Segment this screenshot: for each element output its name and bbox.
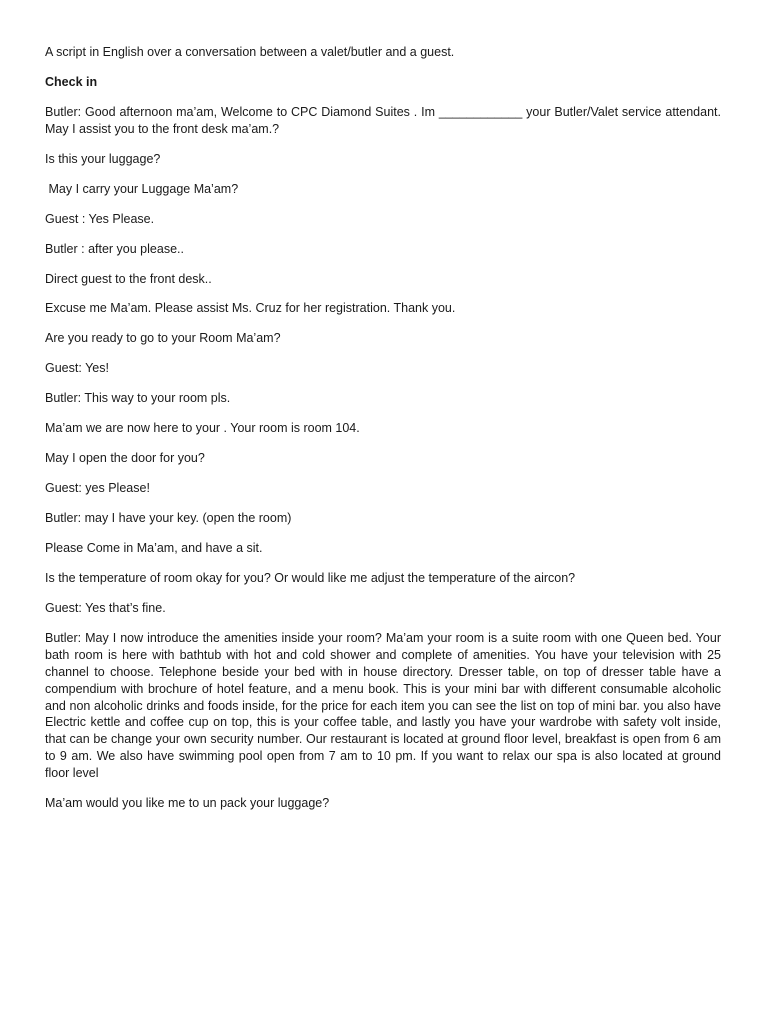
dialogue-line: Guest: Yes that’s fine. [45,601,166,616]
dialogue-line: Butler: This way to your room pls. [45,391,231,406]
dialogue-line: Are you ready to go to your Room Ma’am? [45,331,281,346]
dialogue-line: May I carry your Luggage Ma’am? [45,181,239,196]
amenities-paragraph: Butler: May I now introduce the amenities inside your room? Ma’am your room is a suite room with one Queen bed. Your bath room is here with bathtub with hot and cold shower and complete of amenities. You have your television with 25 channel to choose. Telephone beside your bed with in house directory. Dresser table, on top of dresser table have a compendium with brochure of hotel feature, and a menu book. This is your mini bar with different consumable alcoholic and non alcoholic drinks and foods inside, for the price for each item you can see the list on top of mini bar. you also have Electric kettle and coffee cup on top, this is your coffee table, and lastly you have your wardrobe with safety volt inside, that can be change your own security number. Our restaurant is located at ground floor level, breakfast is open from 6 am to 9 am. We also have swimming pool open from 7 am to 10 pm. If you want to relax our spa is also located at ground floor level [45,631,721,780]
dialogue-line: Ma’am we are now here to your . Your room is room 104. [45,421,360,436]
dialogue-line: Is this your luggage? [45,151,161,166]
dialogue-line: Butler : after you please.. [45,241,184,256]
dialogue-line: Guest : Yes Please. [45,211,155,226]
dialogue-line: Ma’am would you like me to un pack your luggage? [45,795,330,810]
dialogue-line: Guest: yes Please! [45,481,150,496]
dialogue-line: Excuse me Ma’am. Please assist Ms. Cruz for her registration. Thank you. [45,301,456,316]
dialogue-line: Is the temperature of room okay for you? Or would like me adjust the temperature of the aircon? [45,571,576,586]
dialogue-line: May I open the door for you? [45,451,205,466]
section-heading: Check in [45,74,98,89]
dialogue-line: Direct guest to the front desk.. [45,271,212,286]
dialogue-line: Butler: Good afternoon ma’am, Welcome to CPC Diamond Suites . Im ____________ your Butler/Valet service attendant. May I assist you to the front desk ma’am.? [45,104,721,136]
intro-text: A script in English over a conversation between a valet/butler and a guest. [45,45,455,59]
document-page [45,44,721,825]
dialogue-line: Guest: Yes! [45,361,109,376]
dialogue-line: Butler: may I have your key. (open the room) [45,511,292,526]
dialogue-line: Please Come in Ma’am, and have a sit. [45,541,263,556]
